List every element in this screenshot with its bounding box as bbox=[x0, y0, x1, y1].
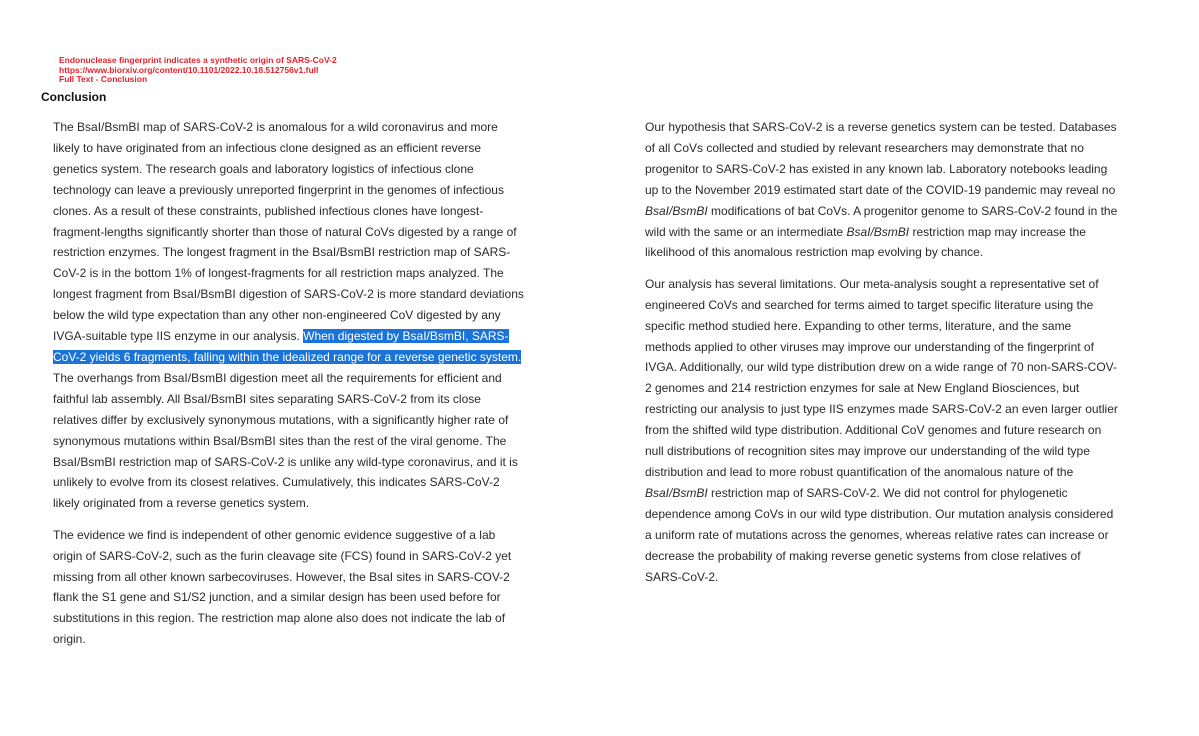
paragraph-left-1 bbox=[53, 117, 527, 514]
highlighted-text-selection[interactable]: When digested by BsaI/BsmBI, SARS-CoV-2 yields 6 fragments, falling within the idealized range for a reverse genetic system. bbox=[53, 329, 522, 364]
paragraph-left-1-continued: The overhangs from BsaI/BsmBI digestion meet all the requirements for efficient and faithful lab assembly. All BsaI/BsmBI sites separating SARS-CoV-2 from its close relatives differ by exclusively synonymous mutations, with a significantly higher rate of synonymous mutations within BsaI/BsmBI sites than the rest of the viral genome. The BsaI/BsmBI restriction map of SARS-CoV-2 is unlike any wild-type coronavirus, and it is unlikely to evolve from its closest relatives. Cumulatively, this indicates SARS-CoV-2 likely originated from a reverse genetics system. bbox=[53, 370, 518, 511]
paragraph-left-1-text: The BsaI/BsmBI map of SARS-CoV-2 is anomalous for a wild coronavirus and more likely to have originated from an infectious clone designed as an efficient reverse genetics system. The research goals and laboratory logistics of infectious clone technology can leave a previously unreported fingerprint in the genomes of infectious clones. As a result of these constraints, published infectious clones have longest-fragment-lengths significantly shorter than those of natural CoVs digested by a range of restriction enzymes. The longest fragment in the BsaI/BsmBI restriction map of SARS-CoV-2 is in the bottom 1% of longest-fragments for all restriction maps analyzed. The longest fragment from BsaI/BsmBI digestion of SARS-CoV-2 is more standard deviations below the wild type expectation than any other non-engineered CoV digested by any IVGA-suitable type IIS enzyme in our analysis. bbox=[53, 120, 524, 344]
paragraph-right-1-text: Our hypothesis that SARS-CoV-2 is a reverse genetics system can be tested. Databases of all CoVs collected and studied by relevant researchers may demonstrate that no progenitor to SARS-CoV-2 has existed in any known lab. Laboratory notebooks leading up to the November 2019 estimated start date of the COVID-19 pandemic may reveal no bbox=[645, 120, 1117, 197]
paragraph-right-2-end: restriction map of SARS-CoV-2. We did not control for phylogenetic dependence among CoVs in our wild type distribution. Our mutation analysis considered a uniform rate of mutations across the genomes, whereas relative rates can increase or decrease the probability of making reverse genetic systems from close relatives of SARS-CoV-2. bbox=[645, 485, 1114, 584]
paragraph-right-2-text: Our analysis has several limitations. Our meta-analysis sought a representative set of engineered CoVs and searched for terms aimed to target specific literature using the specific method studied here. Expanding to other terms, literature, and the same methods applied to other viruses may improve our understanding of the fingerprint of IVGA. Additionally, our wild type distribution drew on a wide range of 70 non-SARS-COV-2 genomes and 214 restriction enzymes for sale at New England Biosciences, but restricting our analysis to just type IIS enzymes made SARS-CoV-2 an even larger outlier from the shifted wild type distribution. Additional CoV genomes and future research on null distributions of recognition sites may improve our understanding of the wild type distribution and lead to more robust quantification of the anomalous nature of the bbox=[645, 276, 1118, 479]
source-citation bbox=[59, 56, 337, 85]
left-column bbox=[53, 117, 527, 661]
source-section: Full Text - Conclusion bbox=[59, 74, 148, 85]
section-heading: Conclusion bbox=[41, 90, 107, 104]
enzyme-name-italic: BsaI/BsmBI bbox=[645, 203, 708, 218]
paragraph-right-1-end: restriction map may increase the likelihood of this anomalous restriction map evolving by chance. bbox=[645, 224, 1086, 260]
enzyme-name-italic: BsaI/BsmBI bbox=[645, 485, 708, 500]
paragraph-left-2: The evidence we find is independent of other genomic evidence suggestive of a lab origin of SARS-CoV-2, such as the furin cleavage site (FCS) found in SARS-CoV-2 yet missing from all other known sarbecoviruses. However, the BsaI sites in SARS-COV-2 flank the S1 gene and S1/S2 junction, and a similar design has been used before for substitutions in this region. The restriction map alone also does not indicate the lab of origin. bbox=[53, 527, 512, 647]
source-url[interactable]: https://www.biorxiv.org/content/10.1101/2022.10.18.512756v1.full bbox=[59, 64, 319, 75]
right-column bbox=[645, 117, 1120, 598]
enzyme-name-italic: BsaI/BsmBI bbox=[846, 224, 910, 239]
source-title: Endonuclease fingerprint indicates a synthetic origin of SARS-CoV-2 bbox=[59, 55, 337, 65]
paragraph-right-2 bbox=[645, 274, 1120, 588]
paragraph-right-1-mid: modifications of bat CoVs. A progenitor genome to SARS-CoV-2 found in the wild with the same or an intermediate bbox=[645, 203, 1118, 239]
paragraph-right-1 bbox=[645, 117, 1120, 263]
